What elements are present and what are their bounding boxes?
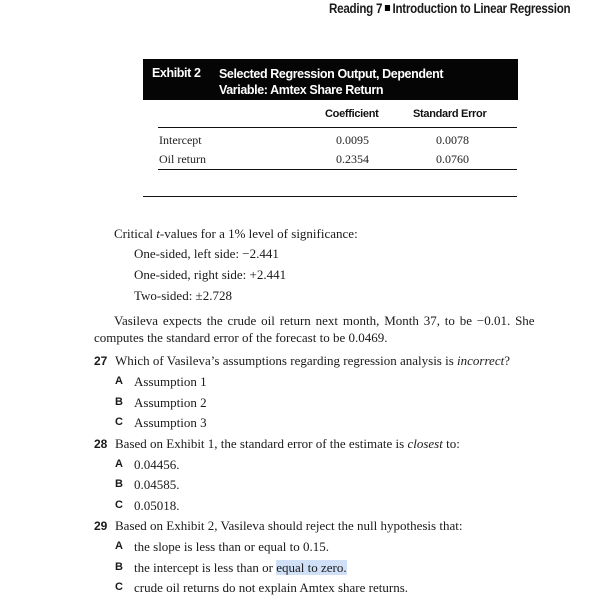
option-text[interactable]: the intercept is less than or equal to zero.: [134, 560, 347, 575]
selected-text-highlight[interactable]: equal to zero.: [276, 560, 347, 575]
option-text: 0.05018.: [134, 498, 180, 513]
critical-values-intro: Critical t-values for a 1% level of significance:: [114, 226, 358, 241]
cell-oil-return-coefficient: 0.2354: [336, 152, 369, 166]
row-label-intercept: Intercept: [159, 133, 202, 147]
option-letter-c: C: [115, 581, 123, 593]
cell-oil-return-std-error: 0.0760: [436, 152, 469, 166]
critical-value-two-sided: Two-sided: ±2.728: [134, 288, 232, 303]
option-text: 0.04585.: [134, 477, 180, 492]
option-letter-b: B: [115, 396, 123, 408]
exhibit-title-line1: Selected Regression Output, Dependent: [219, 67, 444, 81]
option-text: the slope is less than or equal to 0.15.: [134, 539, 329, 554]
option-letter-c: C: [115, 499, 123, 511]
question-number-28: 28: [94, 437, 108, 451]
critical-value-left: One-sided, left side: −2.441: [134, 246, 279, 261]
question-number-29: 29: [94, 519, 108, 533]
option-text: 0.04456.: [134, 457, 180, 472]
cell-intercept-std-error: 0.0078: [436, 133, 469, 147]
reading-title: Introduction to Linear Regression: [392, 1, 571, 16]
critical-value-right: One-sided, right side: +2.441: [134, 267, 287, 282]
table-header-rule: [158, 127, 517, 128]
question-29-stem: Based on Exhibit 2, Vasileva should reject the null hypothesis that:: [115, 518, 463, 533]
option-letter-b: B: [115, 561, 123, 573]
paragraph-line-1: Vasileva expects the crude oil return next month, Month 37, to be −0.01. She: [114, 313, 535, 328]
option-letter-a: A: [115, 458, 123, 470]
running-head: [329, 0, 570, 18]
exhibit-header: [143, 59, 518, 100]
cell-intercept-coefficient: 0.0095: [336, 133, 369, 147]
option-letter-b: B: [115, 478, 123, 490]
reading-number: Reading 7: [329, 1, 383, 16]
option-letter-a: A: [115, 375, 123, 387]
table-bottom-rule: [158, 169, 517, 170]
option-text: Assumption 2: [134, 395, 207, 410]
row-label-oil-return: Oil return: [159, 152, 206, 166]
column-header-standard-error: Standard Error: [413, 108, 487, 120]
exhibit-label: Exhibit 2: [152, 66, 201, 80]
option-letter-a: A: [115, 540, 123, 552]
square-bullet-icon: [385, 5, 390, 11]
paragraph-line-2: computes the standard error of the forecast to be 0.0469.: [94, 330, 388, 345]
exhibit-title: [219, 66, 509, 98]
question-28-stem: Based on Exhibit 1, the standard error of the estimate is closest to:: [115, 436, 460, 451]
option-letter-c: C: [115, 416, 123, 428]
exhibit-end-rule: [143, 196, 517, 197]
option-text: crude oil returns do not explain Amtex share returns.: [134, 580, 409, 595]
question-number-27: 27: [94, 354, 108, 368]
exhibit-title-line2: Variable: Amtex Share Return: [219, 83, 384, 97]
option-text: Assumption 3: [134, 415, 207, 430]
question-27-stem: Which of Vasileva’s assumptions regarding regression analysis is incorrect?: [115, 353, 510, 368]
option-text: Assumption 1: [134, 374, 207, 389]
column-header-coefficient: Coefficient: [325, 108, 379, 120]
